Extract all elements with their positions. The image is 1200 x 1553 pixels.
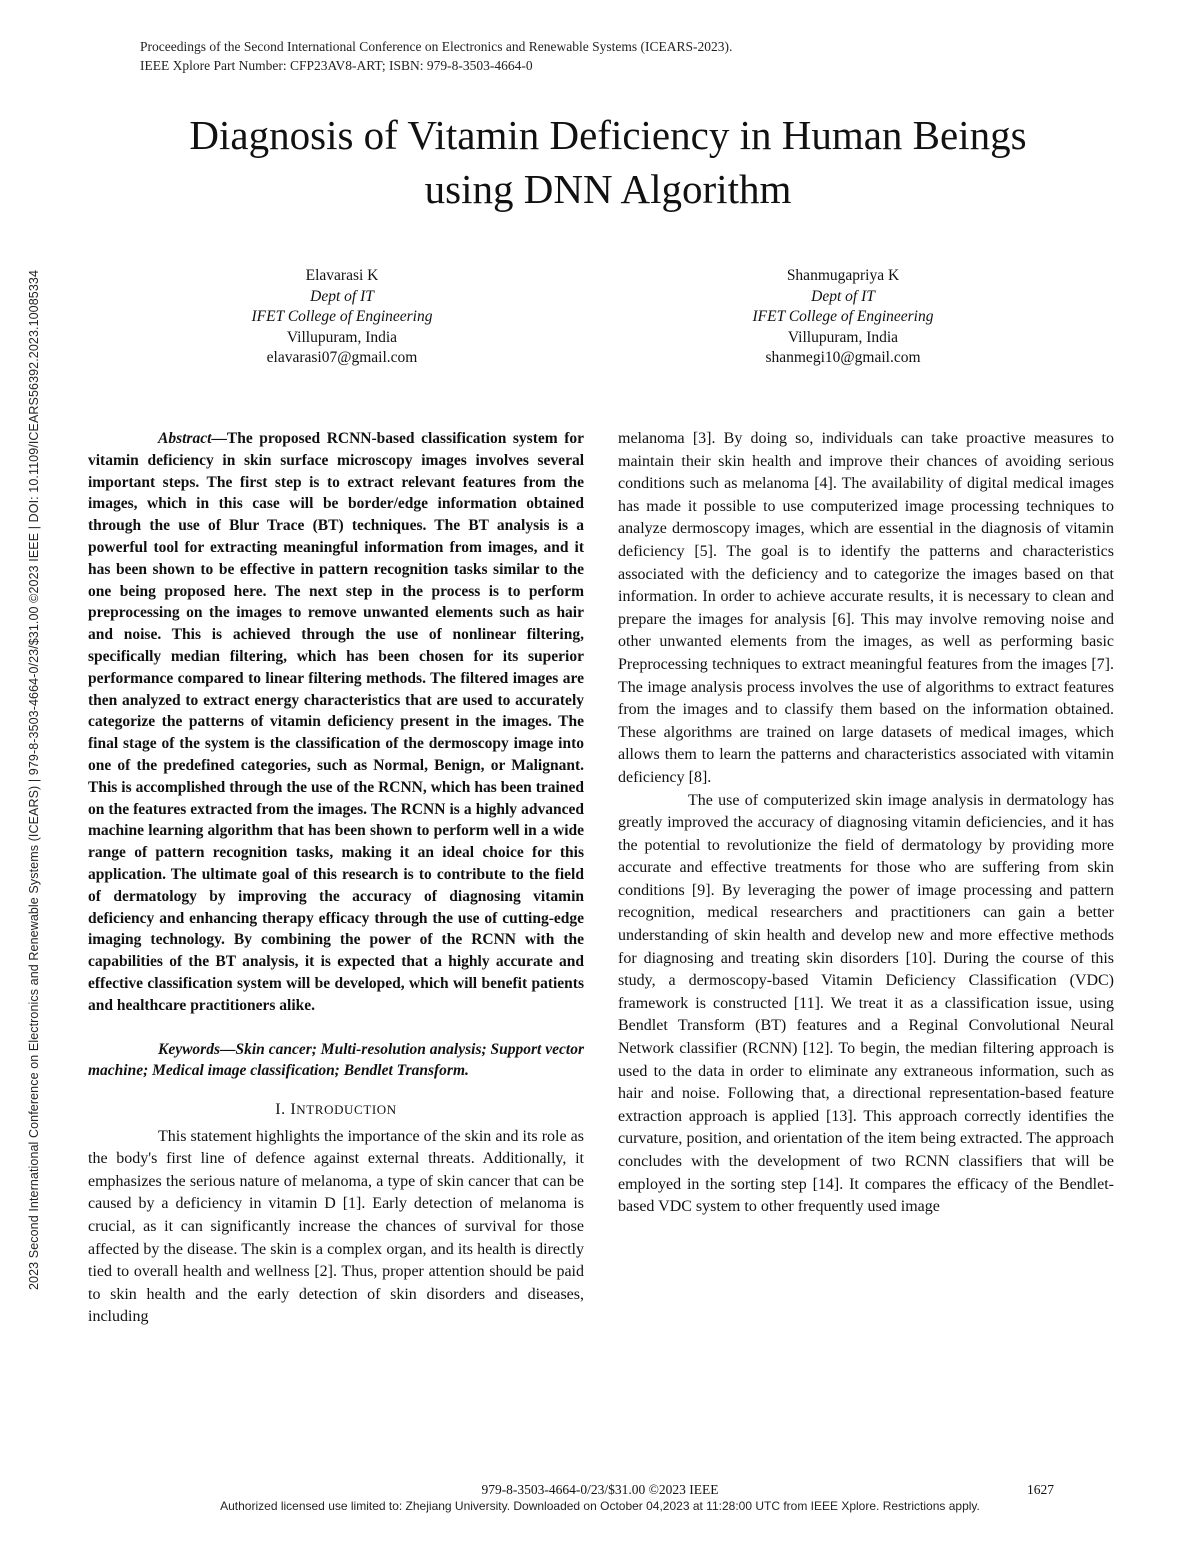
side-margin-doi: 2023 Second International Conference on Electronics and Renewable Systems (ICEARS) | 979-8-3503-4664-0/23/$31.00 ©2023 IEEE | DOI: 10.1109/ICEARS56392.2023.10085334 bbox=[27, 270, 41, 1291]
copyright-footer: 979-8-3503-4664-0/23/$31.00 ©2023 IEEE bbox=[481, 1482, 719, 1497]
keywords: Keywords—Skin cancer; Multi-resolution analysis; Support vector machine; Medical image classification; Bendlet Transform. bbox=[88, 1040, 584, 1080]
isbn-line: IEEE Xplore Part Number: CFP23AV8-ART; ISBN: 979-8-3503-4664-0 bbox=[140, 58, 533, 73]
proceedings-header bbox=[140, 37, 732, 75]
abstract-lead: Abstract bbox=[158, 430, 212, 447]
author-name: Elavarasi K bbox=[305, 267, 379, 284]
abstract bbox=[88, 428, 584, 1017]
right-column bbox=[618, 428, 1114, 1219]
proceedings-line: Proceedings of the Second International Conference on Electronics and Renewable Systems (ICEARS-2023). bbox=[140, 39, 733, 54]
author-email: elavarasi07@gmail.com bbox=[266, 349, 418, 366]
authorized-use-notice: Authorized licensed use limited to: Zhejiang University. Downloaded on October 04,2023 at 11:28:00 UTC from IEEE Xplore. Restrictions apply. bbox=[220, 1499, 980, 1513]
section-heading-introduction bbox=[88, 1099, 584, 1122]
author-dept: Dept of IT bbox=[310, 287, 374, 305]
author-block-1 bbox=[192, 266, 492, 369]
intro-paragraph-2: The use of computerized skin image analysis in dermatology has greatly improved the accuracy of diagnosing vitamin deficiencies, and it has the potential to revolutionize the field of dermatology by providing more accurate and effective treatments for those who are suffering from skin conditions [9]. By leveraging the power of image processing and pattern recognition, medical researchers and practitioners can gain a better understanding of skin health and develop new and more effective methods for diagnosing and treating skin disorders [10]. During the course of this study, a dermoscopy-based Vitamin Deficiency Classification (VDC) framework is constructed [11]. We treat it as a classification issue, using Bendlet Transform (BT) features and a Reginal Convolutional Neural Network classifier (RCNN) [12]. To begin, the median filtering approach is used to the data in order to eliminate any extraneous information, such as hair and noise. Following that, a directional representation-based feature extraction approach is applied [13]. This approach correctly identifies the curvature, position, and orientation of the item being extracted. The approach concludes with the development of two RCNN classifiers that will be employed in the sorting step [14]. It compares the efficacy of the Bendlet-based VDC system to other frequently used image bbox=[618, 791, 1114, 1216]
author-name: Shanmugapriya K bbox=[786, 267, 900, 284]
author-location: Villupuram, India bbox=[286, 328, 398, 346]
author-college: IFET College of Engineering bbox=[752, 308, 934, 325]
author-dept: Dept of IT bbox=[811, 287, 875, 305]
intro-paragraph-1: This statement highlights the importance of the skin and its role as the body's first line of defence against external threats. Additionally, it emphasizes the serious nature of melanoma, a type of skin cancer that can be caused by a deficiency in vitamin D [1]. Early detection of melanoma is crucial, as it can significantly increase the chances of survival for those affected by the disease. The skin is a complex organ, and its health is directly tied to overall health and wellness [2]. Thus, proper attention should be paid to skin health and the early detection of skin disorders and diseases, including bbox=[88, 1127, 584, 1326]
author-college: IFET College of Engineering bbox=[251, 308, 433, 325]
abstract-text: —The proposed RCNN-based classification system for vitamin deficiency in skin surface microscopy images involves several important steps. The first step is to extract relevant features from the images, which in this case will be border/edge information obtained through the use of Blur Trace (BT) techniques. The BT analysis is a powerful tool for extracting meaningful information from images, and it has been shown to be effective in pattern recognition tasks similar to the one being proposed here. The next step in the process is to perform preprocessing on the images to remove unwanted elements such as hair and noise. This is achieved through the use of nonlinear filtering, specifically median filtering, which has been chosen for its superior performance compared to linear filtering methods. The filtered images are then analyzed to extract energy characteristics that are used to accurately categorize the patterns of vitamin deficiency present in the images. The final stage of the system is the classification of the dermoscopy image into one of the predefined categories, such as Normal, Benign, or Malignant. This is accomplished through the use of the RCNN, which has been trained on the features extracted from the images. The RCNN is a highly advanced machine learning algorithm that has been shown to perform well in a wide range of pattern recognition tasks, making it an ideal choice for this application. The ultimate goal of this research is to contribute to the field of dermatology by improving the accuracy of diagnosing vitamin deficiency and enhancing therapy efficacy through the use of cutting-edge imaging technology. By combining the power of the RCNN with the capabilities of the BT analysis, it is expected that a highly accurate and effective classification system will be developed, which will benefit patients and healthcare practitioners alike. bbox=[88, 430, 584, 1014]
section-numeral: I. I bbox=[275, 1101, 297, 1119]
author-email: shanmegi10@gmail.com bbox=[765, 349, 921, 366]
intro-paragraph-1-continued: melanoma [3]. By doing so, individuals can take proactive measures to maintain their skin health and improve their chances of avoiding serious conditions such as melanoma [4]. The availability of digital medical images has made it possible to use computerized image processing techniques to analyze dermoscopy images, which are essential in the diagnosis of vitamin deficiency [5]. The goal is to identify the patterns and characteristics associated with the deficiency and to categorize the images based on that information. In order to achieve accurate results, it is necessary to clean and prepare the images for analysis [6]. This may involve removing noise and other unwanted elements from the images, as well as performing basic Preprocessing techniques to extract meaningful features from the images [7]. The image analysis process involves the use of algorithms to extract features from the images and to classify them based on the information obtained. These algorithms are trained on large datasets of medical images, which allows them to learn the patterns and characteristics associated with vitamin deficiency [8]. bbox=[618, 430, 1114, 786]
author-location: Villupuram, India bbox=[787, 328, 899, 346]
left-column bbox=[88, 428, 584, 1329]
paper-title: Diagnosis of Vitamin Deficiency in Human Beings using DNN Algorithm bbox=[189, 112, 1027, 212]
author-block-2 bbox=[693, 266, 993, 369]
page-number: 1627 bbox=[1027, 1482, 1054, 1497]
section-title-rest: NTRODUCTION bbox=[296, 1102, 397, 1118]
